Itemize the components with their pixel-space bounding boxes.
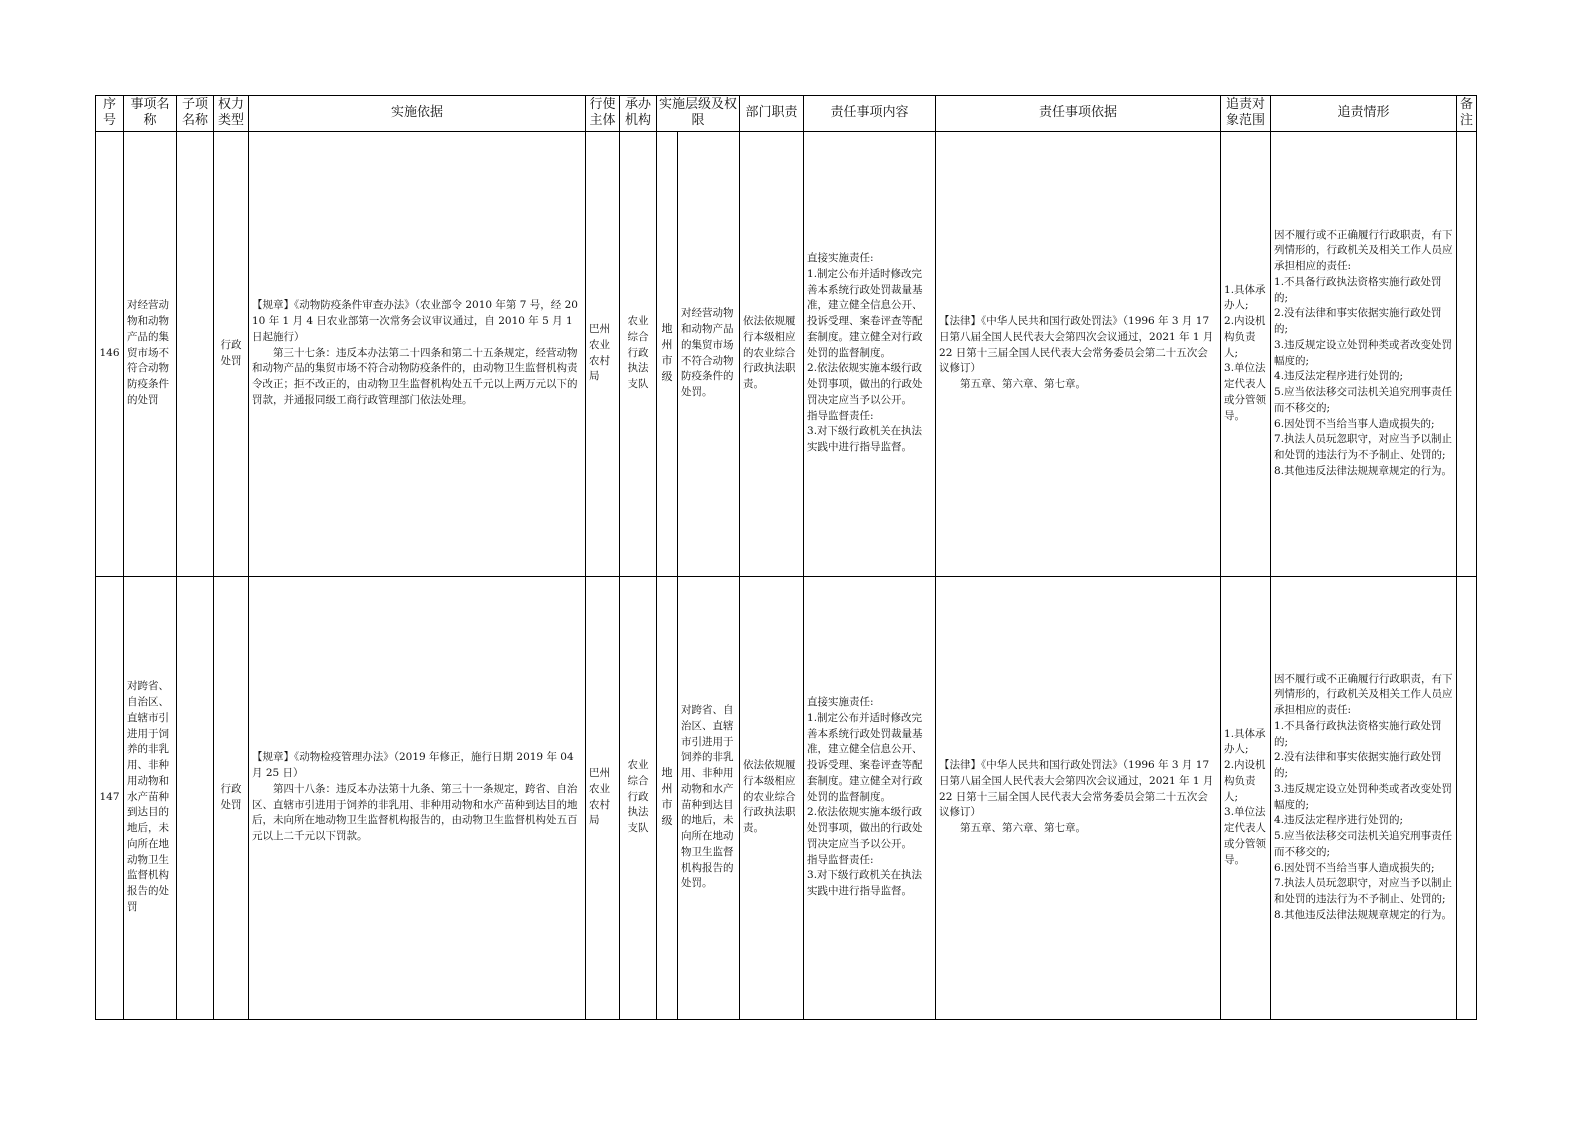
level-scope-cell: 对跨省、自治区、直辖市引进用于饲养的非乳用、非种用动物和水产苗种到达目的地后，未向所在地动物卫生监督机构报告的处罚。: [678, 576, 740, 1019]
header-resp-basis: 责任事项依据: [936, 96, 1221, 132]
level-cell: [657, 576, 678, 1019]
header-level: 实施层级及权限: [657, 96, 740, 132]
scope-line: 3.单位法定代表人或分管领导。: [1224, 362, 1267, 422]
circumstance-line: 6.因处罚不当给当事人造成损失的;: [1274, 861, 1435, 874]
power-type-cell: 行政处罚: [214, 131, 249, 576]
resp-basis-cell: [936, 131, 1221, 576]
scope-cell: [1221, 131, 1271, 576]
circumstance-line: 1.不具备行政执法资格实施行政处罚的;: [1274, 719, 1442, 748]
remark-cell: [1457, 576, 1477, 1019]
header-remark: 备注: [1457, 96, 1477, 132]
resp-content-line: 指导监督责任:: [807, 409, 874, 422]
header-duty: 部门职责: [740, 96, 804, 132]
basis-source: 【规章】《动物检疫管理办法》（2019 年修正，施行日期 2019 年 04 月 25 日）: [252, 751, 574, 779]
header-seq: 序号: [96, 96, 124, 132]
circumstance-line: 5.应当依法移交司法机关追究刑事责任而不移交的;: [1274, 386, 1453, 414]
circumstance-line: 3.违反规定设立处罚种类或者改变处罚幅度的;: [1274, 782, 1453, 811]
resp-content-line: 直接实施责任:: [807, 252, 874, 265]
header-agency: 承办机构: [620, 96, 657, 132]
power-type-cell: 行政处罚: [214, 576, 249, 1019]
scope-line: 2.内设机构负责人;: [1224, 759, 1266, 803]
basis-article: 第三十七条：违反本办法第二十四条和第二十五条规定，经营动物和动物产品的集贸市场不符合动物防疫条件的，由动物卫生监督机构责令改正；拒不改正的，由动物卫生监督机构处五千元以上两万元以下的罚款，并通报同级工商行政管理部门依法处理。: [252, 346, 578, 406]
basis-article: 第四十八条：违反本办法第十九条、第三十一条规定，跨省、自治区、直辖市引进用于饲养的非乳用、非种用动物和水产苗种到达目的地后，未向所在地动物卫生监督机构报告的，由动物卫生监督机构处五百元以上二千元以下罚款。: [252, 782, 578, 842]
item-name-cell: 对经营动物和动物产品的集贸市场不符合动物防疫条件的处罚: [124, 131, 177, 576]
subject-cell: 巴州农业农村局: [586, 576, 620, 1019]
circumstance-line: 4.违反法定程序进行处罚的;: [1274, 814, 1404, 827]
level-text: 地州市级: [661, 766, 673, 828]
resp-content-line: 指导监督责任:: [807, 853, 874, 866]
circumstance-line: 7.执法人员玩忽职守，对应当予以制止和处罚的违法行为不予制止、处罚的;: [1274, 433, 1453, 461]
subject-cell: 巴州农业农村局: [586, 131, 620, 576]
scope-line: 2.内设机构负责人;: [1224, 315, 1266, 359]
circumstances-cell: [1271, 576, 1457, 1019]
circumstance-line: 7.执法人员玩忽职守，对应当予以制止和处罚的违法行为不予制止、处罚的;: [1274, 877, 1453, 905]
resp-content-line: 1.制定公布并适时修改完善本系统行政处罚裁量基准，建立健全信息公开、投诉受理、案卷评查等配套制度。建立健全对行政处罚的监督制度。: [807, 711, 923, 803]
basis-cell: [249, 131, 586, 576]
scope-line: 1.具体承办人;: [1224, 283, 1266, 312]
agency-cell: 农业综合行政执法支队: [620, 131, 657, 576]
header-sub-name: 子项名称: [177, 96, 214, 132]
resp-basis-chapters: 第五章、第六章、第七章。: [960, 378, 1087, 391]
item-name-cell: 对跨省、自治区、直辖市引进用于饲养的非乳用、非种用动物和水产苗种到达目的地后，未向所在地动物卫生监督机构报告的处罚: [124, 576, 177, 1019]
level-scope-cell: 对经营动物和动物产品的集贸市场不符合动物防疫条件的处罚。: [678, 131, 740, 576]
resp-content-line: 1.制定公布并适时修改完善本系统行政处罚裁量基准，建立健全信息公开、投诉受理、案卷评查等配套制度。建立健全对行政处罚的监督制度。: [807, 267, 923, 359]
circumstance-line: 8.其他违反法律法规规章规定的行为。: [1274, 464, 1453, 477]
resp-content-cell: [804, 131, 936, 576]
table-row: [96, 576, 1477, 1019]
level-cell: [657, 131, 678, 576]
circumstance-line: 3.违反规定设立处罚种类或者改变处罚幅度的;: [1274, 338, 1453, 367]
resp-content-line: 3.对下级行政机关在执法实践中进行指导监督。: [807, 425, 923, 454]
circumstances-cell: [1271, 131, 1457, 576]
resp-content-line: 2.依法依规实施本级行政处罚事项，做出的行政处罚决定应当予以公开。: [807, 806, 923, 850]
table-row: [96, 131, 1477, 576]
accountability-table: [95, 95, 1477, 1020]
header-power-type: 权力类型: [214, 96, 249, 132]
scope-cell: [1221, 576, 1271, 1019]
scope-line: 1.具体承办人;: [1224, 727, 1266, 756]
resp-content-cell: [804, 576, 936, 1019]
basis-source: 【规章】《动物防疫条件审查办法》（农业部令 2010 年第 7 号，经 2010 年 1 月 4 日农业部第一次常务会议审议通过，自 2010 年 5 月 1 日起施行）: [252, 299, 578, 343]
resp-content-line: 直接实施责任:: [807, 696, 874, 709]
circumstance-line: 2.没有法律和事实依据实施行政处罚的;: [1274, 751, 1442, 779]
level-text: 地州市级: [661, 322, 673, 384]
sub-name-cell: [177, 131, 214, 576]
circumstance-line: 因不履行或不正确履行行政职责，有下列情形的，行政机关及相关工作人员应承担相应的责任:: [1274, 672, 1453, 716]
circumstance-line: 1.不具备行政执法资格实施行政处罚的;: [1274, 275, 1442, 304]
circumstance-line: 6.因处罚不当给当事人造成损失的;: [1274, 417, 1435, 430]
circumstance-line: 4.违反法定程序进行处罚的;: [1274, 370, 1404, 383]
circumstance-line: 2.没有法律和事实依据实施行政处罚的;: [1274, 307, 1442, 335]
resp-content-line: 3.对下级行政机关在执法实践中进行指导监督。: [807, 869, 923, 898]
circumstance-line: 8.其他违反法律法规规章规定的行为。: [1274, 908, 1453, 921]
table-header-row: [96, 96, 1477, 132]
header-item-name: 事项名称: [124, 96, 177, 132]
circumstance-line: 5.应当依法移交司法机关追究刑事责任而不移交的;: [1274, 830, 1453, 858]
seq-cell: 147: [96, 576, 124, 1019]
header-subject: 行使主体: [586, 96, 620, 132]
header-resp-content: 责任事项内容: [804, 96, 936, 132]
circumstance-line: 因不履行或不正确履行行政职责，有下列情形的，行政机关及相关工作人员应承担相应的责任:: [1274, 228, 1453, 272]
sub-name-cell: [177, 576, 214, 1019]
header-scope: 追责对象范围: [1221, 96, 1271, 132]
resp-content-line: 2.依法依规实施本级行政处罚事项，做出的行政处罚决定应当予以公开。: [807, 362, 923, 406]
duty-cell: 依法依规履行本级相应的农业综合行政执法职责。: [740, 131, 804, 576]
remark-cell: [1457, 131, 1477, 576]
header-circumstances: 追责情形: [1271, 96, 1457, 132]
scope-line: 3.单位法定代表人或分管领导。: [1224, 806, 1267, 866]
resp-basis-chapters: 第五章、第六章、第七章。: [960, 822, 1087, 835]
duty-cell: 依法依规履行本级相应的农业综合行政执法职责。: [740, 576, 804, 1019]
header-basis: 实施依据: [249, 96, 586, 132]
agency-cell: 农业综合行政执法支队: [620, 576, 657, 1019]
basis-cell: [249, 576, 586, 1019]
resp-basis-law: 【法律】《中华人民共和国行政处罚法》（1996 年 3 月 17 日第八届全国人民代表大会第四次会议通过，2021 年 1 月 22 日第十三届全国人民代表大会常务委员会第二十五次会议修订）: [939, 759, 1214, 819]
resp-basis-cell: [936, 576, 1221, 1019]
seq-cell: 146: [96, 131, 124, 576]
resp-basis-law: 【法律】《中华人民共和国行政处罚法》（1996 年 3 月 17 日第八届全国人民代表大会第四次会议通过，2021 年 1 月 22 日第十三届全国人民代表大会常务委员会第二十五次会议修订）: [939, 315, 1214, 375]
